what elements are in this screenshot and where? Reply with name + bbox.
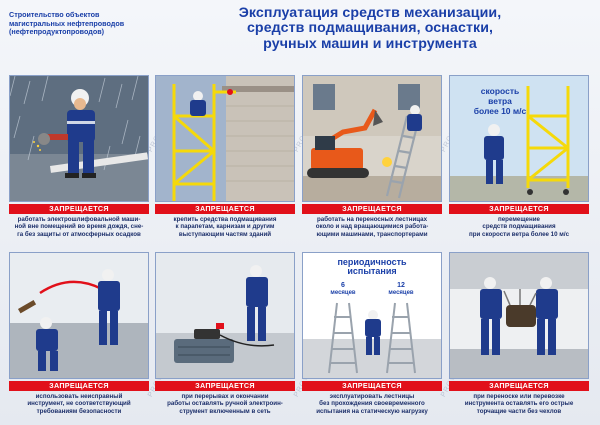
caption-line: при перерывах и окончании <box>181 393 269 400</box>
title-line: средств подмащивания, оснастки, <box>246 20 494 37</box>
interval-value: 12 <box>397 282 405 289</box>
faulty-tool-illustration <box>10 253 148 378</box>
interval-unit: месяцев <box>330 290 356 296</box>
panel-caption <box>298 393 446 415</box>
prohibited-banner: ЗАПРЕЩАЕТСЯ <box>155 204 295 214</box>
tool-plugged-illustration <box>156 253 294 378</box>
prohibited-banner: ЗАПРЕЩАЕТСЯ <box>449 381 589 391</box>
caption-line: ной вне помещений во время дождя, сне- <box>14 223 144 231</box>
caption-line: выступающим частям зданий <box>178 230 272 238</box>
caption-line: испытания на статическую нагрузку <box>316 407 428 415</box>
panel-caption <box>151 216 299 238</box>
caption-line: около и над вращающимися работа- <box>315 223 429 231</box>
panel-scaffold-parapet <box>155 75 295 202</box>
caption-line: без прохождения своевременного <box>319 400 425 408</box>
panel-ladder-excavator <box>302 75 442 202</box>
caption-line: инструмент, не соответствующий <box>27 400 131 408</box>
grinder-rain-illustration <box>10 76 148 201</box>
caption-line: работать электрошлифовальной маши- <box>17 216 141 223</box>
scaffold-wind-illustration <box>450 76 588 201</box>
prohibited-banner: ЗАПРЕЩАЕТСЯ <box>9 381 149 391</box>
title-line: Эксплуатация средств механизации, <box>238 5 502 21</box>
caption-line: инструмента оставлять его острые <box>464 400 574 408</box>
panel-caption <box>5 393 153 415</box>
ladder-excavator-illustration <box>303 76 441 201</box>
wind-speed-label: ветра <box>488 96 512 106</box>
panel-grinder-rain <box>9 75 149 202</box>
prohibited-banner: ЗАПРЕЩАЕТСЯ <box>302 204 442 214</box>
panel-faulty-tool <box>9 252 149 379</box>
org-line: (нефтепродуктопроводов) <box>9 27 105 37</box>
ladder-testing-illustration <box>303 253 441 378</box>
poster-title <box>180 6 560 52</box>
test-periodicity-label: периодичность <box>337 257 407 267</box>
panel-caption <box>298 216 446 238</box>
caption-line: средств подмащивания <box>482 223 556 231</box>
prohibited-banner: ЗАПРЕЩАЕТСЯ <box>9 204 149 214</box>
test-periodicity-label: испытания <box>347 266 397 276</box>
panel-tool-carrying <box>449 252 589 379</box>
caption-line: ющими машинами, транспортерами <box>316 230 428 238</box>
tool-carrying-illustration <box>450 253 588 378</box>
panel-caption <box>5 216 153 238</box>
caption-line: перемещение <box>498 216 540 223</box>
panel-ladder-testing <box>302 252 442 379</box>
interval-unit: месяцев <box>388 290 414 296</box>
org-line: Строительство объектов <box>9 10 100 19</box>
interval-value: 6 <box>341 282 345 289</box>
scaffold-parapet-illustration <box>156 76 294 201</box>
caption-line: использовать неисправный <box>35 393 123 400</box>
caption-line: требованиям безопасности <box>36 407 122 415</box>
caption-line: работы оставлять ручной электроин- <box>167 400 283 408</box>
prohibited-banner: ЗАПРЕЩАЕТСЯ <box>449 204 589 214</box>
organization-label <box>9 11 159 37</box>
panel-caption <box>445 393 593 415</box>
caption-line: струмент включенным в сеть <box>179 407 271 415</box>
panel-scaffold-wind <box>449 75 589 202</box>
caption-line: крепить средства подмащивания <box>173 216 277 223</box>
caption-line: работать на переносных лестницах <box>316 216 428 223</box>
wind-speed-label: скорость <box>480 86 520 96</box>
caption-line: га без защиты от атмосферных осадков <box>17 230 141 238</box>
caption-line: эксплуатировать лестницы <box>329 393 415 400</box>
prohibited-banner: ЗАПРЕЩАЕТСЯ <box>155 381 295 391</box>
caption-line: при переноске или перевозке <box>473 393 565 400</box>
caption-line: к парапетам, карнизам и другим <box>175 223 275 231</box>
wind-speed-label: более 10 м/с <box>473 106 527 116</box>
caption-line: при скорости ветра более 10 м/с <box>468 230 570 238</box>
panel-caption <box>445 216 593 238</box>
caption-line: торчащие части без чехлов <box>476 407 562 415</box>
title-line: ручных машин и инструмента <box>263 35 477 52</box>
panel-caption <box>151 393 299 415</box>
prohibited-banner: ЗАПРЕЩАЕТСЯ <box>302 381 442 391</box>
panel-tool-plugged <box>155 252 295 379</box>
org-line: магистральных нефтепроводов <box>9 18 125 28</box>
